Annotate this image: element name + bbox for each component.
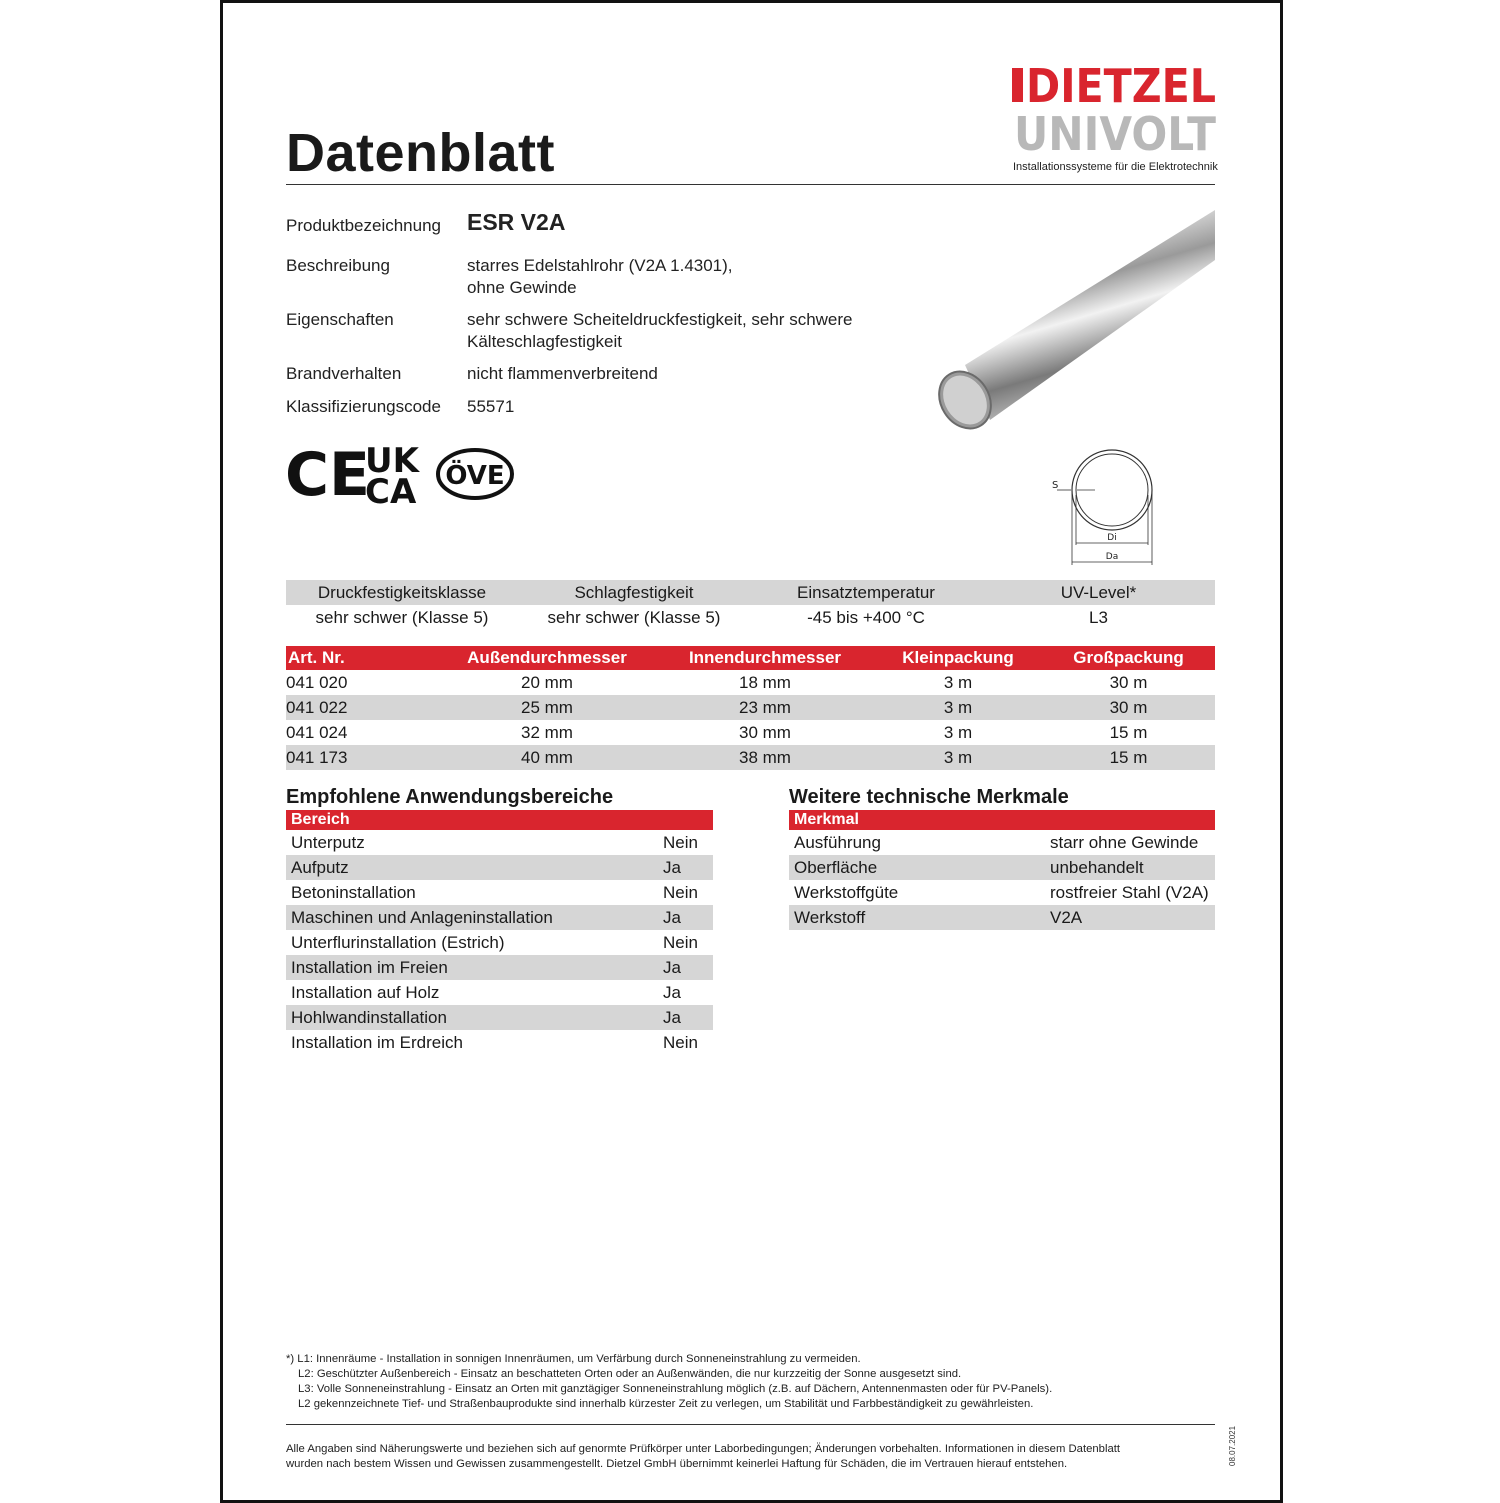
application-row: [286, 905, 713, 930]
application-area: Maschinen und Anlageninstallation: [286, 905, 658, 930]
logo-text-line2: UNIVOLT: [1014, 107, 1217, 161]
application-value: Ja: [658, 905, 713, 930]
description-value: [467, 255, 907, 299]
article-cell: 32 mm: [521, 722, 573, 742]
logo-text-line1: DIETZEL: [1026, 59, 1216, 113]
footnote-line: L2: Geschützter Außenbereich - Einsatz an beschatteten Orten oder an Außenwänden, die nur kurzzeitig der Sonne ausgesetzt sind.: [298, 1368, 962, 1380]
article-cell: 3 m: [943, 722, 973, 742]
description-label: Beschreibung: [286, 256, 390, 275]
application-row: [286, 980, 713, 1005]
disclaimer: [286, 1442, 1226, 1472]
logo-tagline: Installationssysteme für die Elektrotechnik: [1013, 161, 1218, 173]
applications-header-row: [286, 810, 713, 830]
feature-value: unbehandelt: [1045, 855, 1215, 880]
application-value: Ja: [658, 955, 713, 980]
article-header: Außendurchmesser: [438, 646, 656, 670]
certification-marks: [285, 440, 520, 512]
article-cell: 30 m: [1109, 672, 1148, 692]
feature-name: Ausführung: [794, 832, 881, 852]
feature-row: [789, 855, 1215, 880]
page-title: Datenblatt: [286, 123, 556, 183]
application-area: Unterputz: [291, 832, 365, 852]
description-line: starres Edelstahlrohr (V2A 1.4301),: [467, 256, 733, 275]
application-value: Nein: [663, 882, 698, 902]
application-area: Unterflurinstallation (Estrich): [291, 932, 505, 952]
article-row: [286, 670, 1215, 695]
article-header: Großpackung: [1042, 646, 1215, 670]
diagram-label-di: Di: [1107, 533, 1117, 543]
applications-title: Empfohlene Anwendungsbereiche: [286, 786, 614, 808]
footnote-line: *) L1: Innenräume - Installation in sonnigen Innenräumen, um Verfärbung durch Sonneneinstrahlung zu vermeiden.: [286, 1353, 861, 1365]
classification-code-label: Klassifizierungscode: [286, 397, 441, 416]
application-area: Installation auf Holz: [291, 982, 440, 1002]
article-row: [286, 720, 1215, 745]
article-header: Kleinpackung: [874, 646, 1042, 670]
classification-header: Einsatztemperatur: [750, 580, 982, 605]
features-header-row: [789, 810, 1215, 830]
application-value: Ja: [658, 855, 713, 880]
article-cell: 30 m: [1042, 695, 1215, 720]
classification-value: -45 bis +400 °C: [807, 607, 925, 627]
article-cell: 3 m: [874, 745, 1042, 770]
feature-row: [789, 880, 1215, 905]
features-title: Weitere technische Merkmale: [789, 786, 1069, 808]
company-logo-dietzel: [1012, 59, 1216, 113]
classification-header: UV-Level*: [982, 580, 1215, 605]
application-row: [286, 1005, 713, 1030]
article-cell: 23 mm: [656, 695, 874, 720]
features-table: [789, 810, 1215, 930]
application-value: Ja: [658, 1005, 713, 1030]
article-table: [286, 646, 1215, 770]
feature-name: Werkstoffgüte: [794, 882, 899, 902]
diagram-label-da: Da: [1105, 552, 1119, 562]
feature-value: V2A: [1045, 905, 1215, 930]
application-area: Installation im Erdreich: [291, 1032, 463, 1052]
classification-value-row: [286, 605, 1215, 630]
classification-header: Druckfestigkeitsklasse: [286, 580, 518, 605]
features-header: Merkmal: [789, 810, 1215, 830]
application-value: Ja: [663, 982, 681, 1002]
application-area: Betoninstallation: [291, 882, 416, 902]
article-cell: 38 mm: [656, 745, 874, 770]
article-cell: 25 mm: [438, 695, 656, 720]
article-row: [286, 695, 1215, 720]
fire-behaviour-label: Brandverhalten: [286, 364, 402, 383]
properties-value: [467, 309, 907, 353]
feature-row: [789, 830, 1215, 855]
applications-table: [286, 810, 713, 1055]
feature-value: rostfreier Stahl (V2A): [1050, 882, 1209, 902]
article-cell: 18 mm: [739, 672, 791, 692]
date-stamp: 08.07.2021: [1228, 1425, 1237, 1466]
article-cell: 15 m: [1042, 745, 1215, 770]
application-row: [286, 880, 713, 905]
classification-value: L3: [1089, 607, 1108, 627]
article-header: Art. Nr.: [286, 646, 438, 670]
company-logo-univolt: [1012, 107, 1217, 161]
article-cell: 30 mm: [739, 722, 791, 742]
classification-table: [286, 580, 1215, 630]
article-cell: 15 m: [1109, 722, 1148, 742]
ce-mark-icon: CE: [285, 440, 371, 510]
disclaimer-line: Alle Angaben sind Näherungswerte und beziehen sich auf genormte Prüfkörper unter Laborbedingungen; Änderungen vorbehalten. Informationen in diesem Datenblatt: [286, 1443, 1121, 1455]
uv-level-footnote: [286, 1352, 1215, 1412]
application-area: Hohlwandinstallation: [286, 1005, 658, 1030]
article-cell: 041 173: [286, 745, 438, 770]
ove-mark-icon: ÖVE: [445, 461, 505, 491]
pipe-dimension-diagram: [1045, 440, 1165, 570]
application-row: [286, 855, 713, 880]
product-name-label: Produktbezeichnung: [286, 216, 442, 235]
article-cell: 3 m: [874, 695, 1042, 720]
application-row: [286, 1030, 713, 1055]
article-row: [286, 745, 1215, 770]
properties-label: Eigenschaften: [286, 310, 394, 329]
application-value: Nein: [663, 832, 698, 852]
footnote-line: L3: Volle Sonneneinstrahlung - Einsatz an Orten mit ganztägiger Sonneneinstrahlung möglich (z.B. auf Dächern, Antennenmasten oder für PV-Panels).: [298, 1383, 1053, 1395]
title-divider: [286, 184, 1215, 185]
diagram-label-s: S: [1052, 480, 1059, 491]
footer-divider: [286, 1424, 1215, 1425]
footnote-line: L2 gekennzeichnete Tief- und Straßenbauprodukte sind innerhalb kürzester Zeit zu verlegen, um Stabilität und Farbbeständigkeit zu gewährleisten.: [298, 1398, 1034, 1410]
feature-name: Oberfläche: [789, 855, 1045, 880]
article-cell: 20 mm: [521, 672, 573, 692]
classification-header: Schlagfestigkeit: [518, 580, 750, 605]
properties-line: Kälteschlagfestigkeit: [467, 332, 622, 351]
applications-header: Bereich: [286, 810, 713, 830]
article-cell: 041 020: [286, 672, 348, 692]
application-row: [286, 955, 713, 980]
product-name: ESR V2A: [467, 209, 566, 235]
ukca-mark-icon: UK: [365, 441, 419, 481]
article-cell: 40 mm: [438, 745, 656, 770]
classification-value: sehr schwer (Klasse 5): [315, 607, 489, 627]
fire-behaviour-value: nicht flammenverbreitend: [467, 364, 658, 383]
article-header-row: [286, 646, 1215, 670]
classification-value: sehr schwer (Klasse 5): [547, 607, 721, 627]
application-area: Installation im Freien: [286, 955, 658, 980]
classification-header-row: [286, 580, 1215, 605]
application-area: Aufputz: [286, 855, 658, 880]
application-value: Nein: [663, 1032, 698, 1052]
feature-row: [789, 905, 1215, 930]
pipe-product-image: [935, 205, 1220, 435]
article-cell: 041 024: [286, 722, 348, 742]
feature-name: Werkstoff: [789, 905, 1045, 930]
article-header: Innendurchmesser: [656, 646, 874, 670]
ukca-mark-bottom: CA: [365, 472, 417, 512]
disclaimer-line: wurden nach bestem Wissen und Gewissen zusammengestellt. Dietzel GmbH übernimmt keinerlei Haftung für Schäden, die im Vertrauen hierauf entstehen.: [286, 1458, 1068, 1470]
application-value: Nein: [663, 932, 698, 952]
article-cell: 041 022: [286, 695, 438, 720]
application-row: [286, 930, 713, 955]
application-row: [286, 830, 713, 855]
description-line: ohne Gewinde: [467, 278, 577, 297]
classification-code-value: 55571: [467, 397, 515, 416]
properties-line: sehr schwere Scheiteldruckfestigkeit, sehr schwere: [467, 310, 853, 329]
feature-value: starr ohne Gewinde: [1050, 832, 1199, 852]
article-cell: 3 m: [943, 672, 973, 692]
